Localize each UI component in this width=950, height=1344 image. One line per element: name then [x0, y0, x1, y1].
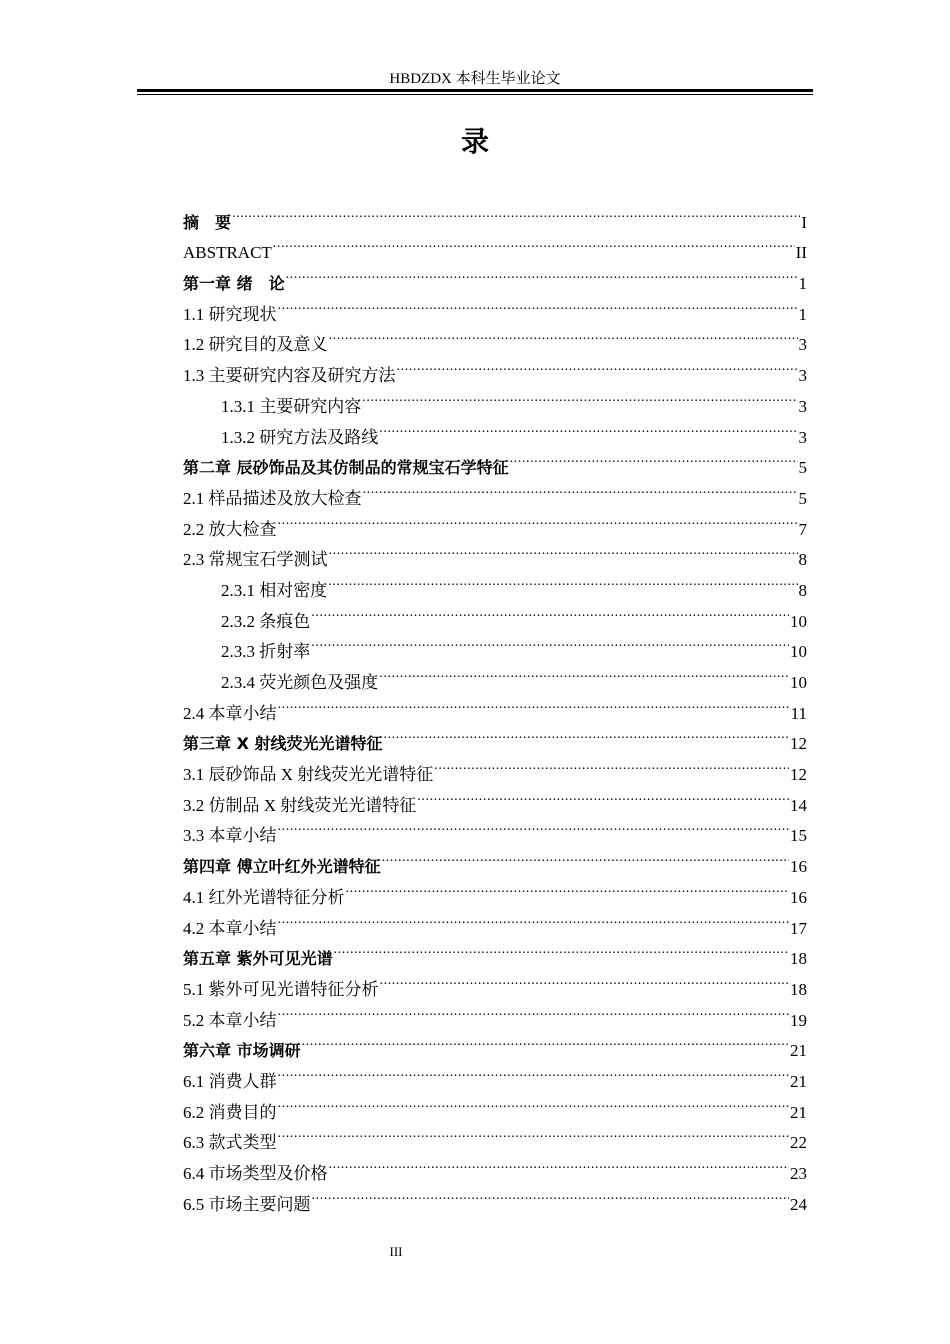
- toc-entry-label: 摘 要: [183, 212, 232, 232]
- toc-entry-page: 8: [798, 580, 807, 600]
- toc-entry-page: 19: [790, 1010, 807, 1030]
- running-header: HBDZDX 本科生毕业论文: [389, 71, 561, 87]
- toc-section-entry[interactable]: [183, 1118, 807, 1153]
- toc-entry-label: 1.3.2 研究方法及路线: [221, 427, 379, 447]
- toc-section-entry[interactable]: [183, 320, 807, 355]
- toc-section-entry[interactable]: [183, 504, 807, 539]
- toc-entry-page: 10: [790, 673, 807, 692]
- toc-section-entry[interactable]: [183, 289, 807, 324]
- toc-entry-page: 14: [790, 795, 807, 815]
- toc-section-entry[interactable]: [183, 1087, 807, 1122]
- toc-entry-label: 3.1 辰砂饰品 X 射线荧光光谱特征: [183, 765, 434, 785]
- toc-chapter-entry[interactable]: [183, 719, 807, 754]
- toc-dot-leader: [286, 258, 798, 289]
- toc-entry-page: 8: [798, 550, 807, 570]
- header-rule-thick: [137, 89, 813, 92]
- toc-entry-page: 3: [798, 335, 807, 355]
- toc-entry-label: 6.2 消费目的: [183, 1102, 277, 1122]
- toc-dot-leader: [329, 320, 798, 351]
- toc-dot-leader: [278, 1087, 790, 1118]
- toc-chapter-entry[interactable]: [183, 197, 807, 232]
- toc-entry-label: 1.1 研究现状: [183, 304, 277, 324]
- toc-chapter-entry[interactable]: [183, 934, 807, 969]
- toc-dot-leader: [434, 749, 789, 780]
- toc-entry-page: 24: [790, 1194, 807, 1214]
- toc-dot-leader: [278, 688, 790, 719]
- toc-dot-leader: [383, 719, 789, 750]
- toc-entry-label: 1.3 主要研究内容及研究方法: [183, 366, 396, 386]
- toc-chapter-entry[interactable]: [183, 841, 807, 877]
- toc-dot-leader: [302, 1026, 789, 1057]
- toc-entry-page: 12: [790, 765, 807, 785]
- toc-dot-leader: [311, 627, 789, 658]
- toc-entry-label: 2.1 样品描述及放大检查: [183, 488, 362, 508]
- toc-section-entry[interactable]: [183, 1148, 807, 1183]
- toc-chapter-entry[interactable]: [183, 258, 807, 294]
- toc-dot-leader: [278, 1118, 790, 1149]
- toc-dot-leader: [417, 780, 789, 811]
- toc-entry-page: 10: [790, 611, 807, 631]
- toc-dot-leader: [278, 504, 798, 535]
- toc-entry-page: 3: [798, 396, 807, 416]
- toc-entry-page: 7: [798, 519, 807, 539]
- toc-entry-label: 2.3 常规宝石学测试: [183, 550, 328, 570]
- toc-entry-label: 第四章 傅立叶红外光谱特征: [183, 857, 381, 877]
- toc-entry-label: ABSTRACT: [183, 243, 272, 263]
- toc-entry-page: 18: [790, 979, 807, 999]
- toc-entry-page: 3: [798, 366, 807, 386]
- toc-entry-label: 第一章 绪 论: [183, 274, 285, 294]
- toc-entry-label: 1.3.1 主要研究内容: [221, 396, 362, 416]
- toc-dot-leader: [278, 995, 790, 1026]
- toc-entry-page: 10: [790, 642, 807, 662]
- toc-dot-leader: [362, 381, 797, 412]
- toc-entry-page: 11: [790, 703, 807, 723]
- toc-dot-leader: [346, 872, 790, 903]
- toc-entry-label: 2.3.3 折射率: [221, 642, 311, 662]
- toc-entry-page: 12: [790, 734, 807, 754]
- toc-section-entry[interactable]: [183, 903, 807, 938]
- toc-entry-page: 22: [790, 1133, 807, 1153]
- toc-entry-label: 6.4 市场类型及价格: [183, 1164, 328, 1183]
- toc-entry-page: I: [801, 212, 807, 232]
- toc-entry-label: 2.3.4 荧光颜色及强度: [221, 673, 379, 692]
- toc-entry-label: 1.2 研究目的及意义: [183, 335, 328, 355]
- toc-section-entry[interactable]: [183, 228, 807, 263]
- table-of-contents: [183, 197, 807, 1214]
- toc-entry-page: 1: [798, 304, 807, 324]
- toc-dot-leader: [311, 596, 789, 627]
- toc-entry-page: 3: [798, 427, 807, 447]
- toc-entry-label: 4.2 本章小结: [183, 918, 277, 938]
- toc-dot-leader: [278, 1056, 790, 1087]
- toc-dot-leader: [379, 657, 789, 688]
- toc-entry-page: 5: [798, 488, 807, 508]
- toc-entry-label: 2.2 放大检查: [183, 519, 277, 539]
- toc-entry-label: 2.3.1 相对密度: [221, 580, 328, 600]
- toc-dot-leader: [397, 350, 798, 381]
- toc-heading: 录: [460, 125, 489, 158]
- toc-chapter-entry[interactable]: [183, 1026, 807, 1061]
- toc-entry-page: 18: [790, 949, 807, 969]
- toc-entry-page: 16: [790, 857, 807, 877]
- toc-dot-leader: [329, 535, 798, 566]
- toc-entry-label: 6.3 款式类型: [183, 1133, 277, 1153]
- toc-entry-label: 6.1 消费人群: [183, 1071, 277, 1091]
- toc-dot-leader: [312, 1179, 790, 1210]
- toc-entry-label: 5.2 本章小结: [183, 1010, 277, 1030]
- toc-entry-label: 2.4 本章小结: [183, 703, 277, 723]
- toc-dot-leader: [382, 841, 789, 872]
- toc-entry-page: 1: [798, 274, 807, 294]
- toc-dot-leader: [278, 903, 790, 934]
- toc-entry-label: 6.5 市场主要问题: [183, 1194, 311, 1214]
- toc-dot-leader: [232, 197, 800, 228]
- toc-dot-leader: [380, 964, 790, 995]
- toc-section-entry[interactable]: [183, 995, 807, 1030]
- toc-entry-page: II: [795, 243, 807, 263]
- toc-section-entry[interactable]: [183, 811, 807, 846]
- toc-dot-leader: [379, 412, 797, 443]
- toc-entry-page: 16: [790, 887, 807, 907]
- toc-entry-label: 4.1 红外光谱特征分析: [183, 887, 345, 907]
- toc-entry-label: 2.3.2 条痕色: [221, 611, 311, 631]
- toc-entry-page: 21: [790, 1041, 807, 1061]
- toc-dot-leader: [328, 565, 797, 596]
- toc-entry-label: 第二章 辰砂饰品及其仿制品的常规宝石学特征: [183, 458, 509, 478]
- toc-entry-page: 5: [798, 458, 807, 478]
- toc-entry-page: 21: [790, 1071, 807, 1091]
- toc-dot-leader: [278, 289, 798, 320]
- toc-entry-page: 17: [790, 918, 807, 938]
- toc-entry-label: 3.2 仿制品 X 射线荧光光谱特征: [183, 795, 417, 815]
- toc-section-entry[interactable]: [183, 688, 807, 723]
- toc-entry-page: 15: [790, 826, 807, 846]
- toc-dot-leader: [334, 934, 789, 965]
- toc-entry-label: 第五章 紫外可见光谱: [183, 949, 333, 969]
- toc-dot-leader: [273, 228, 795, 259]
- toc-section-entry[interactable]: [183, 1056, 807, 1091]
- toc-entry-label: 5.1 紫外可见光谱特征分析: [183, 979, 379, 999]
- page-number: III: [389, 1244, 403, 1259]
- toc-entry-label: 3.3 本章小结: [183, 826, 277, 846]
- toc-entry-label: 第三章 X 射线荧光光谱特征: [183, 734, 383, 754]
- toc-entry-page: 23: [790, 1164, 807, 1183]
- toc-entry-page: 21: [790, 1102, 807, 1122]
- toc-dot-leader: [363, 473, 798, 504]
- toc-entry-label: 第六章 市场调研: [183, 1041, 301, 1061]
- header-rule-thin: [137, 94, 813, 95]
- toc-dot-leader: [329, 1148, 790, 1179]
- toc-section-entry[interactable]: [183, 535, 807, 570]
- toc-dot-leader: [510, 443, 798, 474]
- toc-dot-leader: [278, 811, 790, 842]
